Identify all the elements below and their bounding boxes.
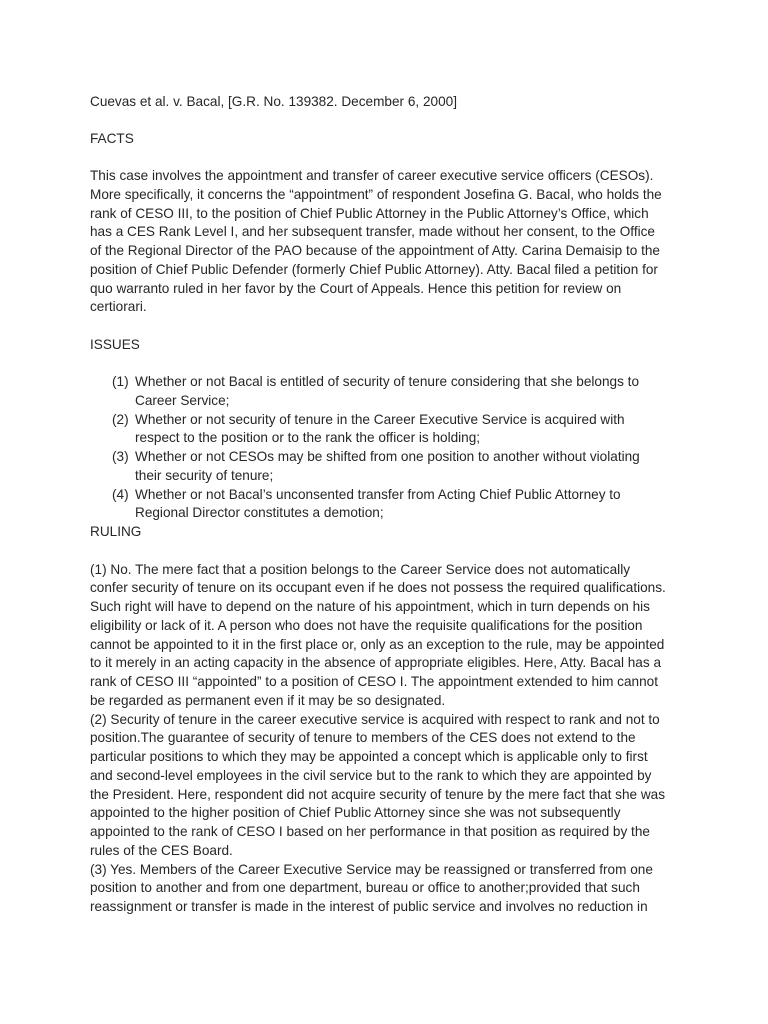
ruling-line: to it merely in an acting capacity in the absence of appropriate eligibles. Here, Atty. Bacal has a [90, 655, 662, 670]
issue-line: Career Service; [135, 393, 230, 408]
ruling-line: eligibility or lack of it. A person who does not have the requisite qualifications for the position [90, 618, 643, 633]
facts-line: has a CES Rank Level I, and her subsequent transfer, made without her consent, to the Office [90, 224, 655, 239]
issue-line: Whether or not security of tenure in the Career Executive Service is acquired with [135, 412, 625, 427]
issues-heading: ISSUES [90, 337, 140, 352]
ruling-line: rules of the CES Board. [90, 843, 233, 858]
facts-line: quo warranto ruled in her favor by the Court of Appeals. Hence this petition for review on [90, 281, 622, 296]
facts-line: certiorari. [90, 299, 147, 314]
facts-line: rank of CESO III, to the position of Chief Public Attorney in the Public Attorney’s Office, which [90, 206, 649, 221]
document-page [90, 0, 690, 1024]
issue-number: (4) [112, 487, 129, 502]
ruling-line: confer security of tenure on its occupant even if he does not possess the required qualifications. [90, 580, 666, 595]
ruling-line: (1) No. The mere fact that a position belongs to the Career Service does not automatically [90, 562, 631, 577]
issue-number: (1) [112, 374, 129, 389]
issue-number: (3) [112, 449, 129, 464]
ruling-line: position to another and from one department, bureau or office to another;provided that such [90, 880, 640, 895]
issue-number: (2) [112, 412, 129, 427]
ruling-line: (2) Security of tenure in the career executive service is acquired with respect to rank and not to [90, 712, 660, 727]
ruling-line: particular positions to which they may be appointed a concept which is applicable only to first [90, 749, 648, 764]
ruling-line: rank of CESO III “appointed” to a position of CESO I. The appointment extended to him cannot [90, 674, 658, 689]
issue-line: Whether or not Bacal is entitled of security of tenure considering that she belongs to [135, 374, 640, 389]
facts-line: of the Regional Director of the PAO because of the appointment of Atty. Carina Demaisip to the [90, 243, 660, 258]
facts-line: position of Chief Public Defender (formerly Chief Public Attorney). Atty. Bacal filed a petition for [90, 262, 658, 277]
issue-line: Whether or not CESOs may be shifted from one position to another without violating [135, 449, 640, 464]
ruling-line: Such right will have to depend on the nature of his appointment, which in turn depends on his [90, 599, 650, 614]
ruling-line: be regarded as permanent even if it may be so designated. [90, 693, 446, 708]
ruling-line: appointed to the higher position of Chief Public Attorney since she was not subsequently [90, 805, 621, 820]
ruling-line: and second-level employees in the civil service but to the rank to which they are appointed by [90, 768, 652, 783]
ruling-heading: RULING [90, 524, 142, 539]
ruling-line: (3) Yes. Members of the Career Executive Service may be reassigned or transferred from one [90, 862, 653, 877]
issue-line: Regional Director constitutes a demotion; [135, 505, 384, 520]
ruling-line: cannot be appointed to it in the first place or, only as an exception to the rule, may be appointed [90, 637, 665, 652]
issue-line: Whether or not Bacal’s unconsented transfer from Acting Chief Public Attorney to [135, 487, 621, 502]
issue-line: their security of tenure; [135, 468, 274, 483]
ruling-line: position.The guarantee of security of tenure to members of the CES does not extend to the [90, 730, 636, 745]
ruling-line: appointed to the rank of CESO I based on her performance in that position as required by the [90, 824, 650, 839]
ruling-line: reassignment or transfer is made in the interest of public service and involves no reduction in [90, 899, 648, 914]
facts-heading: FACTS [90, 131, 134, 146]
facts-line: More specifically, it concerns the “appointment” of respondent Josefina G. Bacal, who holds the [90, 187, 662, 202]
ruling-line: the President. Here, respondent did not acquire security of tenure by the mere fact that she was [90, 787, 666, 802]
issue-line: respect to the position or to the rank the officer is holding; [135, 430, 481, 445]
document-title: Cuevas et al. v. Bacal, [G.R. No. 139382. December 6, 2000] [90, 94, 457, 109]
facts-line: This case involves the appointment and transfer of career executive service officers (CESOs). [90, 168, 654, 183]
